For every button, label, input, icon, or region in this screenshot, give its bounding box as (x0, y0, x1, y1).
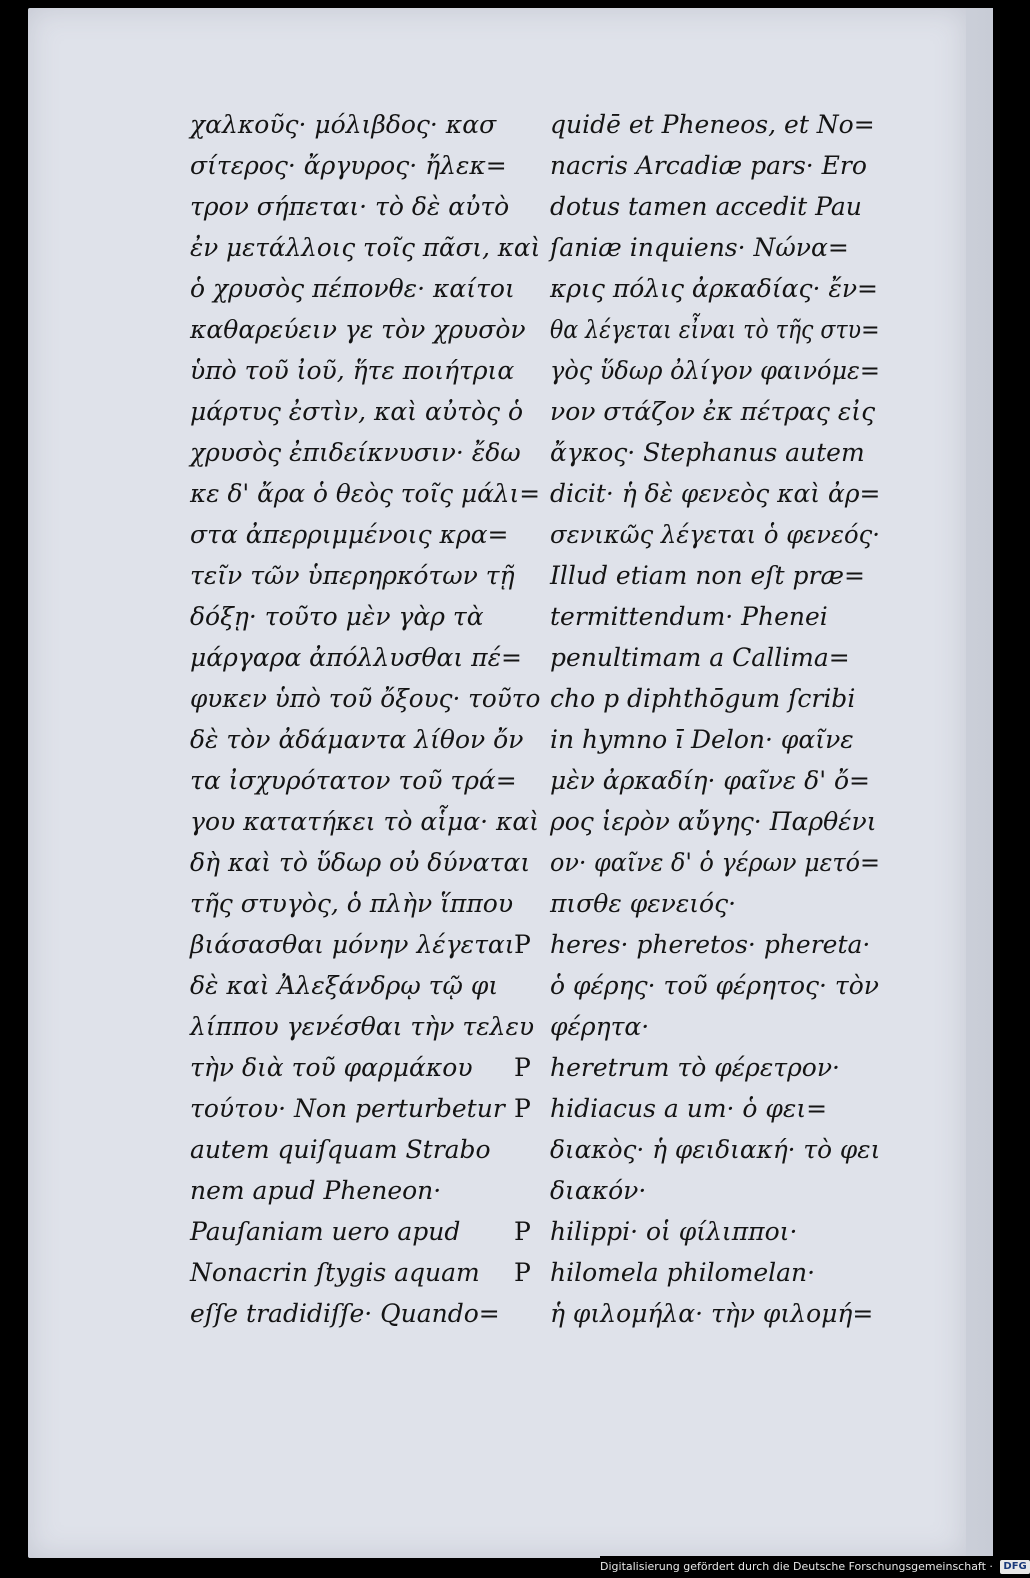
text-line (550, 760, 880, 801)
footer-text: Digitalisierung gefördert durch die Deutsche Forschungsgemeinschaft · (600, 1560, 993, 1573)
line-text: hilippi· οἱ φίλιπποι· (550, 1217, 798, 1246)
left-column (190, 104, 540, 1334)
text-line (550, 801, 880, 842)
text-line (550, 391, 880, 432)
text-line (190, 268, 540, 309)
text-line (190, 391, 540, 432)
text-line (190, 555, 540, 596)
text-line (550, 678, 880, 719)
line-text: μάρτυς ἐστὶν, καὶ αὐτὸς ὁ (190, 397, 523, 426)
line-text: διακὸς· ἡ φειδιακή· τὸ φει (550, 1135, 881, 1164)
line-text: hilomela philomelan· (550, 1258, 816, 1287)
line-text: ὁ χρυσὸς πέπονθε· καίτοι (190, 274, 515, 303)
text-line (190, 1088, 540, 1129)
line-text: ἡ φιλομήλα· τὴν φιλομή= (550, 1299, 874, 1328)
line-text: δὲ τὸν ἀδάμαντα λίθον ὄν (190, 725, 524, 754)
text-line (550, 104, 880, 145)
line-text: δὲ καὶ Ἀλεξάνδρῳ τῷ φι (190, 971, 499, 1000)
line-text: μάργαρα ἀπόλλυσθαι πέ= (190, 643, 522, 672)
text-line (550, 268, 880, 309)
line-text: ὁ φέρης· τοῦ φέρητος· τὸν (550, 971, 879, 1000)
text-line (550, 350, 880, 391)
entry-initial-marker: P (514, 1217, 531, 1246)
text-line (190, 596, 540, 637)
dfg-logo: DFG (1000, 1560, 1029, 1574)
line-text: in hymno ī Delon· φαῖνε (550, 725, 854, 754)
line-text: dicit· ἡ δὲ φενεὸς καὶ ἀρ= (550, 479, 881, 508)
text-line (550, 883, 880, 924)
text-line (550, 145, 880, 186)
text-line (550, 186, 880, 227)
line-text: διακόν· (550, 1176, 647, 1205)
footer-credit (600, 1556, 1027, 1578)
line-text: γὸς ὕδωρ ὀλίγον φαινόμε= (550, 356, 881, 385)
line-text: δὴ καὶ τὸ ὕδωρ οὐ δύναται (190, 848, 531, 877)
line-text: χαλκοῦς· μόλιβδος· κασ (190, 110, 497, 139)
text-line (190, 637, 540, 678)
text-line (190, 760, 540, 801)
text-line (190, 883, 540, 924)
text-line (190, 1047, 540, 1088)
line-text: penultimam a Callima= (550, 643, 850, 672)
line-text: nem apud Pheneon· (190, 1176, 442, 1205)
text-line (190, 186, 540, 227)
text-line (550, 1006, 880, 1047)
line-text: ὑπὸ τοῦ ἰοῦ, ἥτε ποιήτρια (190, 356, 515, 385)
text-line (514, 1088, 880, 1129)
line-text: στα ἀπερριμμένοις κρα= (190, 520, 509, 549)
line-text: τα ἰσχυρότατον τοῦ τρά= (190, 766, 517, 795)
text-line (190, 432, 540, 473)
line-text: δόξῃ· τοῦτο μὲν γὰρ τὰ (190, 602, 484, 631)
line-text: ἄγκος· Stephanus autem (550, 438, 865, 467)
text-line (550, 1170, 880, 1211)
line-text: τὴν διὰ τοῦ φαρμάκου (190, 1053, 473, 1082)
line-text: heres· pheretos· phereta· (550, 930, 871, 959)
line-text: eſſe tradidiſſe· Quando= (190, 1299, 500, 1328)
line-text: ſaniæ inquiens· Νώνα= (550, 233, 849, 262)
line-text: ον· φαῖνε δ' ὁ γέρων μετό= (550, 848, 880, 877)
book-page (28, 8, 966, 1558)
text-line (550, 309, 880, 350)
text-line (190, 227, 540, 268)
text-line (550, 637, 880, 678)
text-line (550, 596, 880, 637)
line-text: Illud etiam non eſt præ= (550, 561, 865, 590)
line-text: Nonacrin ſtygis aquam (190, 1258, 480, 1287)
text-line (550, 555, 880, 596)
text-line (190, 719, 540, 760)
text-line (550, 842, 880, 883)
text-line (514, 924, 880, 965)
line-text: ἐν μετάλλοις τοῖς πᾶσι, καὶ (190, 233, 541, 262)
line-text: σίτερος· ἄργυρος· ἤλεκ= (190, 151, 507, 180)
line-text: autem quiſquam Strabo (190, 1135, 491, 1164)
line-text: cho p diphthōgum ſcribi (550, 684, 856, 713)
entry-initial-marker: P (514, 1094, 531, 1123)
entry-initial-marker: P (514, 1258, 531, 1287)
line-text: hidiacus a um· ὁ φει= (550, 1094, 828, 1123)
line-text: ρος ἱερὸν αὔγης· Παρθένι (550, 807, 877, 836)
line-text: σενικῶς λέγεται ὁ φενεός· (550, 520, 880, 549)
line-text: dotus tamen accedit Pau (550, 192, 862, 221)
text-line (550, 227, 880, 268)
line-text: λίππου γενέσθαι τὴν τελευ (190, 1012, 535, 1041)
line-text: θα λέγεται εἶναι τὸ τῆς στυ= (550, 315, 880, 344)
entry-initial-marker: P (514, 930, 531, 959)
text-line (514, 1211, 880, 1252)
line-text: τρον σήπεται· τὸ δὲ αὐτὸ (190, 192, 510, 221)
text-line (190, 1170, 540, 1211)
text-line (190, 309, 540, 350)
line-text: termittendum· Phenei (550, 602, 828, 631)
text-line (550, 1293, 880, 1334)
text-line (190, 678, 540, 719)
text-line (190, 1211, 540, 1252)
line-text: nacris Arcadiæ pars· Ero (550, 151, 867, 180)
text-line (514, 1047, 880, 1088)
text-line (190, 1006, 540, 1047)
right-column (514, 104, 881, 1334)
text-line (190, 473, 540, 514)
line-text: βιάσασθαι μόνην λέγεται (190, 930, 515, 959)
entry-initial-marker: P (514, 1053, 531, 1082)
line-text: κρις πόλις ἀρκαδίας· ἔν= (550, 274, 878, 303)
text-line (550, 514, 880, 555)
line-text: πισθε φενειός· (550, 889, 737, 918)
text-line (190, 965, 540, 1006)
line-text: νον στάζον ἐκ πέτρας εἰς (550, 397, 876, 426)
line-text: καθαρεύειν γε τὸν χρυσὸν (190, 315, 526, 344)
line-text: φέρητα· (550, 1012, 650, 1041)
text-line (190, 1293, 540, 1334)
text-line (190, 1129, 540, 1170)
text-line (190, 350, 540, 391)
line-text: heretrum τὸ φέρετρον· (550, 1053, 840, 1082)
text-line (550, 1129, 880, 1170)
line-text: quidē et Pheneos, et No= (550, 110, 875, 139)
text-line (514, 1252, 880, 1293)
text-line (190, 145, 540, 186)
text-line (190, 801, 540, 842)
text-line (550, 719, 880, 760)
text-line (190, 1252, 540, 1293)
line-text: Pauſaniam uero apud (190, 1217, 461, 1246)
text-line (550, 432, 880, 473)
line-text: γου κατατήκει τὸ αἷμα· καὶ (190, 807, 540, 836)
line-text: τεῖν τῶν ὑπερηρκότων τῇ (190, 561, 515, 590)
line-text: χρυσὸς ἐπιδείκνυσιν· ἔδω (190, 438, 521, 467)
text-line (190, 514, 540, 555)
text-line (550, 473, 880, 514)
line-text: τῆς στυγὸς, ὁ πλὴν ἵππου (190, 889, 514, 918)
line-text: φυκεν ὑπὸ τοῦ ὄξους· τοῦτο (190, 684, 541, 713)
text-line (190, 924, 540, 965)
text-line (550, 965, 880, 1006)
line-text: μὲν ἀρκαδίη· φαῖνε δ' ὄ= (550, 766, 871, 795)
text-line (190, 104, 540, 145)
line-text: κε δ' ἄρα ὁ θεὸς τοῖς μάλι= (190, 479, 541, 508)
line-text: τούτου· Non perturbetur (190, 1094, 505, 1123)
text-line (190, 842, 540, 883)
